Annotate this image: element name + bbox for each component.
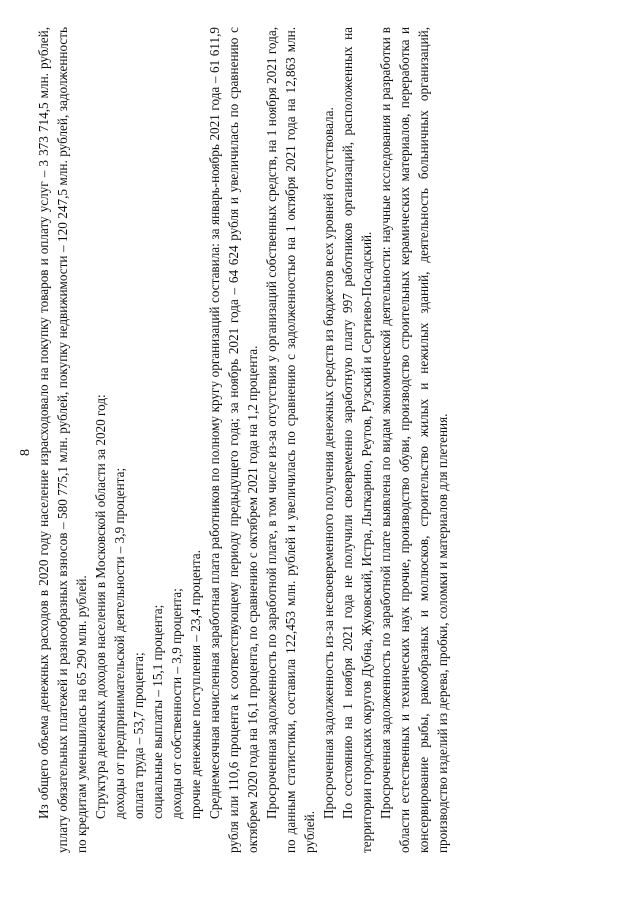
paragraph-unpaid-workers: По состоянию на 1 ноября 2021 года не получили своевременно заработную плату 997 работников организаций, расположенных на территории городских округов Дубна, Жуковский, Истра, Лыткарино, Реутов, Рузский и Сергиево-Посадский.	[340, 27, 374, 853]
paragraph-budget-arrears: Просроченная задолженность из-за несвоевременного получения денежных средств из бюджетов всех уровней отсутствовала.	[321, 107, 336, 819]
paragraph-expenses: Из общего объема денежных расходов в 2020 году население израсходовало на покупку товаров и оплату услуг – 3 373 714,5 млн. рублей, уплату обязательных платежей и разнообразных взносов – 580 775,1 млн. рублей, покупку недвижимости – 120 247,5 млн. рублей, задолженность по кредитам уменьшилась на 65 290 млн. рублей.	[36, 27, 89, 853]
paragraph-average-wage: Среднемесячная начисленная заработная плата работников по полному кругу организаций составила: за январь-ноябрь 2021 года – 61 611,9 рубля или 110,6 процента к соответствующему периоду предыдущего года; за ноябрь 2021 года – 64 624 рубля и увеличилась по сравнению с октябрем 2020 года на 16,1 процента, по сравнению с октябрем 2021 года на 1,2 процента.	[207, 27, 260, 853]
list-item: оплата труда – 53,7 процента;	[131, 652, 146, 819]
list-item: доходы от предпринимательской деятельности – 3,9 процента;	[112, 467, 127, 819]
paragraph-arrears-activities: Просроченная задолженность по заработной плате выявлена по видам экономической деятельности: научные исследования и разработки в области естественных и технических наук прочие, производство обуви, производство строительных керамических материалов, переработка и консервирование рыбы, ракообразных и моллюсков, строительство жилых и нежилых зданий, деятельность больничных организаций, производство изделий из дерева, пробки, соломки и материалов для плетения.	[378, 27, 450, 853]
paragraph-wage-arrears: Просроченная задолженность по заработной плате, в том числе из-за отсутствия у организаций собственных средств, на 1 ноября 2021 года, по данным статистики, составила 122,453 млн. рублей и увеличилась по сравнению с задолженностью на 1 октября 2021 года на 12,863 млн. рублей.	[264, 27, 317, 853]
list-item: прочие денежные поступления – 23,4 процента.	[188, 550, 203, 819]
page-number: 8	[18, 449, 33, 456]
paragraph-income-structure-intro: Структура денежных доходов населения в Московской области за 2020 год:	[93, 394, 108, 819]
list-item: социальные выплаты – 15,1 процента;	[150, 604, 165, 819]
list-item: доходы от собственности – 3,9 процента;	[169, 588, 184, 819]
document-body	[34, 27, 452, 853]
